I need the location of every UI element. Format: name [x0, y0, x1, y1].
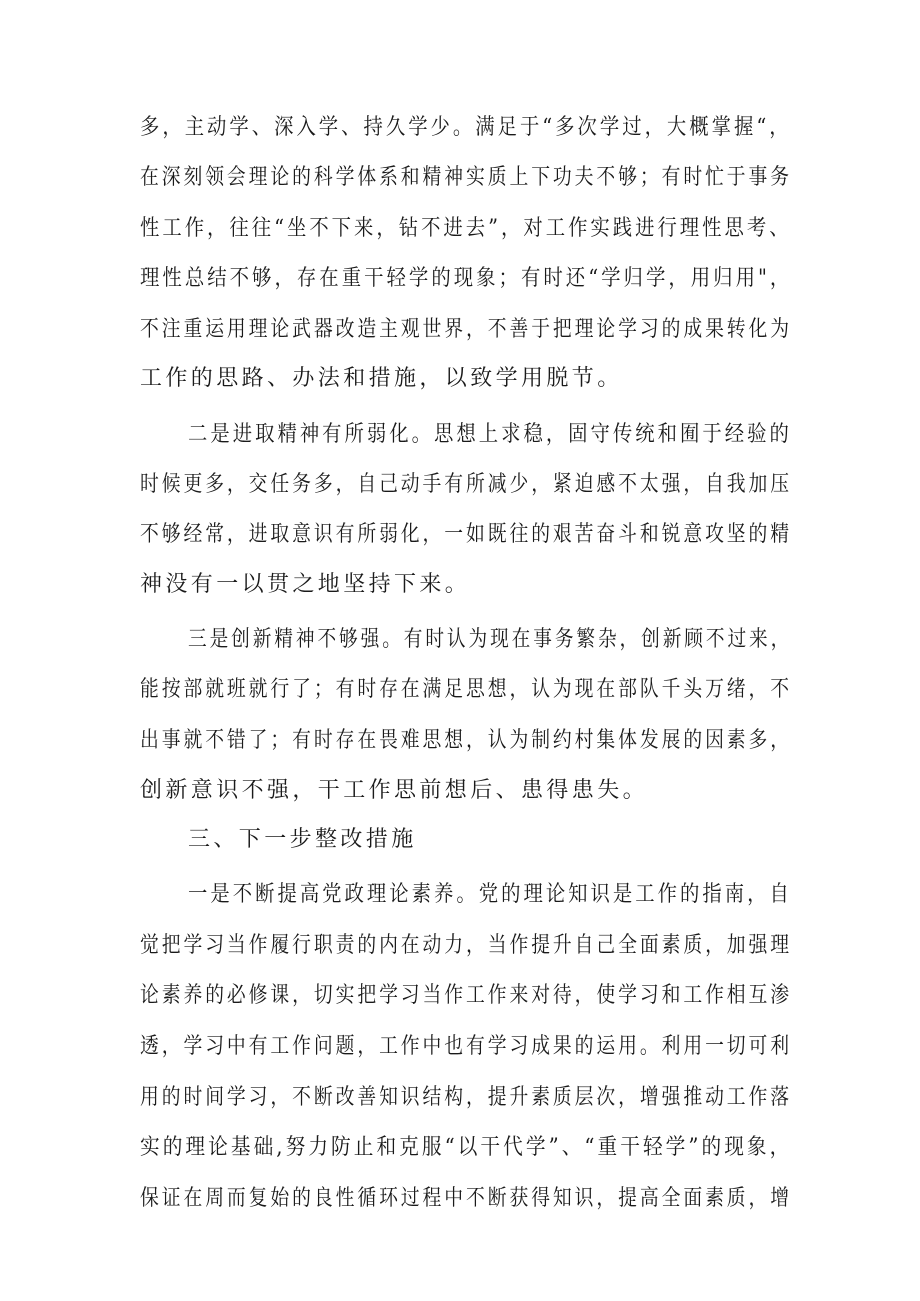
text-line: 神没有一以贯之地坚持下来。	[140, 572, 471, 597]
paragraph-first-line: 二是进取精神有所弱化。思想上求稳，固守传统和囿于经验的	[188, 422, 792, 447]
paragraph-first-line: 三是创新精神不够强。有时认为现在事务繁杂，创新顾不过来，	[188, 627, 793, 652]
text-line: 透，学习中有工作问题，工作中也有学习成果的运用。利用一切可利	[140, 1034, 793, 1059]
text-line: 能按部就班就行了；有时存在满足思想，认为现在部队千头万绪，不	[140, 677, 793, 702]
text-line: 理性总结不够，存在重干轻学的现象；有时还“学归学，用归用"，	[140, 266, 793, 291]
text-line: 时候更多，交任务多，自己动手有所减少，紧迫感不太强，自我加压	[140, 472, 793, 497]
text-line: 论素养的必修课，切实把学习当作工作来对待，使学习和工作相互渗	[140, 983, 793, 1008]
text-line: 创新意识不强，干工作思前想后、患得患失。	[140, 778, 649, 803]
text-line: 保证在周而复始的良性循环过程中不断获得知识，提高全面素质，增	[140, 1186, 793, 1211]
text-line: 性工作，往往“坐不下来，钻不进去”，对工作实践进行理性思考、	[140, 216, 792, 241]
text-line: 不够经常，进取意识有所弱化，一如既往的艰苦奋斗和锐意攻坚的精	[140, 522, 793, 547]
paragraph-first-line: 一是不断提高党政理论素养。党的理论知识是工作的指南，自	[188, 882, 792, 907]
text-line: 出事就不错了；有时存在畏难思想，认为制约村集体发展的因素多，	[140, 728, 793, 753]
section-heading: 三、下一步整改措施	[188, 827, 417, 852]
text-line: 用的时间学习，不断改善知识结构，提升素质层次，增强推动工作落	[140, 1085, 793, 1110]
text-line: 不注重运用理论武器改造主观世界，不善于把理论学习的成果转化为	[140, 317, 793, 342]
text-line: 工作的思路、办法和措施，以致学用脱节。	[140, 366, 623, 391]
text-line: 多，主动学、深入学、持久学少。满足于“多次学过，大概掌握“，	[140, 115, 792, 140]
text-line: 在深刻领会理论的科学体系和精神实质上下功夫不够；有时忙于事务	[140, 165, 793, 190]
text-line: 觉把学习当作履行职责的内在动力，当作提升自己全面素质，加强理	[140, 933, 793, 958]
text-line: 实的理论基础,努力防止和克服“以干代学”、“重干轻学”的现象，	[140, 1135, 793, 1160]
